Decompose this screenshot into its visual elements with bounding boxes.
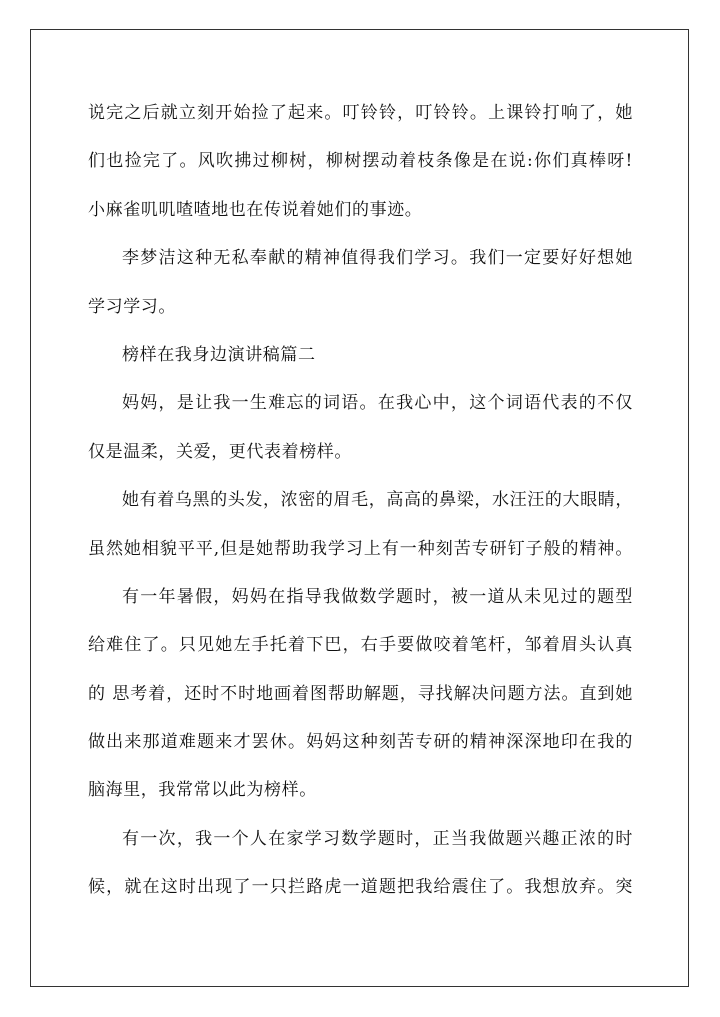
document-body (88, 95, 633, 918)
paragraph-start: 有一年暑假，妈妈在指导我做数学题时，被一道从未见过的题型 (122, 586, 633, 607)
section-heading: 榜样在我身边演讲稿篇二 (122, 344, 316, 365)
text-line: 做出来那道难题来才罢休。妈妈这种刻苦专研的精神深深地印在我的 (88, 732, 633, 753)
paragraph-start: 有一次，我一个人在家学习数学题时，正当我做题兴趣正浓的时 (122, 828, 633, 849)
text-line: 候，就在这时出现了一只拦路虎一道题把我给震住了。我想放弃。突 (88, 877, 633, 898)
text-line: 仅是温柔，关爱，更代表着榜样。 (88, 441, 352, 462)
paragraph-start: 李梦洁这种无私奉献的精神值得我们学习。我们一定要好好想她 (122, 248, 633, 269)
text-line: 学习学习。 (88, 296, 176, 317)
text-line: 的 思考着，还时不时地画着图帮助解题，寻找解决问题方法。直到她 (88, 683, 633, 704)
text-line: 小麻雀叽叽喳喳地也在传说着她们的事迹。 (88, 199, 423, 220)
text-line: 脑海里，我常常以此为榜样。 (88, 780, 317, 801)
text-line: 给难住了。只见她左手托着下巴，右手要做咬着笔杆，邹着眉头认真 (88, 635, 633, 656)
text-line: 们也捡完了。风吹拂过柳树，柳树摆动着枝条像是在说:你们真棒呀! (88, 151, 633, 172)
text-line: 虽然她相貌平平,但是她帮助我学习上有一种刻苦专研钉子般的精神。 (88, 538, 633, 559)
text-line: 说完之后就立刻开始捡了起来。叮铃铃，叮铃铃。上课铃打响了，她 (88, 103, 633, 123)
paragraph-start: 妈妈，是让我一生难忘的词语。在我心中，这个词语代表的不仅 (122, 393, 633, 414)
paragraph-start: 她有着乌黑的头发，浓密的眉毛，高高的鼻梁，水汪汪的大眼睛， (122, 490, 633, 511)
